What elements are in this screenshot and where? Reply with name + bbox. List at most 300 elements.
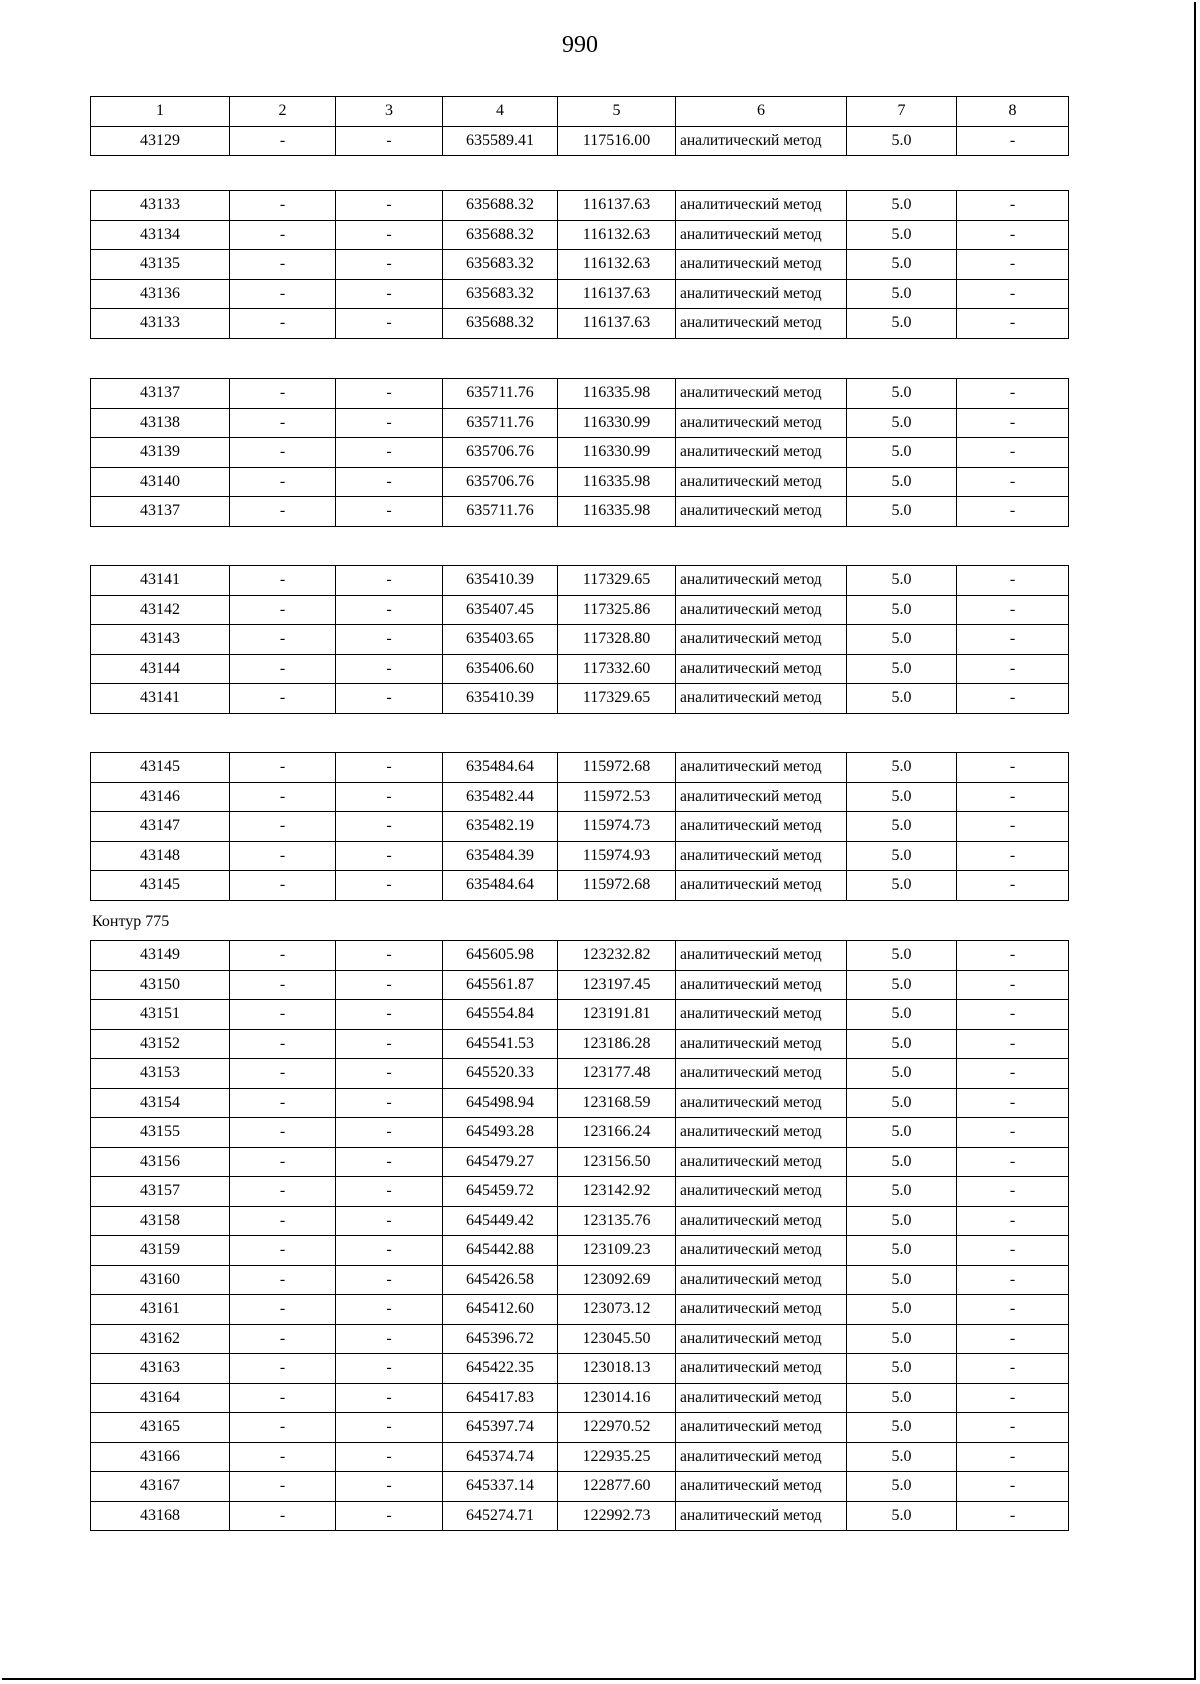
table-cell-col-7: 5.0 [847,941,957,971]
table-cell-col-4: 635711.76 [443,379,558,409]
table-cell-col-1: 43167 [91,1472,230,1502]
table-cell-col-4: 645412.60 [443,1295,558,1325]
table-cell-col-4: 645422.35 [443,1354,558,1384]
table-cell-col-7: 5.0 [847,625,957,655]
table-cell-col-3: - [336,1472,443,1502]
table-cell-col-2: - [230,1206,336,1236]
table-cell-col-6: аналитический метод [676,566,847,596]
table-cell-col-4: 635706.76 [443,438,558,468]
table-cell-col-5: 123156.50 [558,1147,676,1177]
table-cell-col-5: 115972.68 [558,753,676,783]
table-cell-col-1: 43155 [91,1118,230,1148]
column-header-7: 7 [847,97,957,127]
table-cell-col-3: - [336,126,443,156]
column-header-6: 6 [676,97,847,127]
table-row [91,1383,1069,1413]
table-row [91,753,1069,783]
table-row [91,941,1069,971]
table-cell-col-2: - [230,1118,336,1148]
table-cell-col-2: - [230,753,336,783]
table-cell-col-4: 635410.39 [443,566,558,596]
table-cell-col-7: 5.0 [847,1000,957,1030]
table-cell-col-1: 43150 [91,970,230,1000]
table-row [91,782,1069,812]
table-row [91,1501,1069,1531]
table-cell-col-6: аналитический метод [676,1383,847,1413]
table-cell-col-3: - [336,1147,443,1177]
table-cell-col-5: 123073.12 [558,1295,676,1325]
table-cell-col-1: 43163 [91,1354,230,1384]
table-cell-col-7: 5.0 [847,1265,957,1295]
table-row [91,1236,1069,1266]
table-group-4 [90,565,1068,714]
table-cell-col-1: 43161 [91,1295,230,1325]
table-cell-col-2: - [230,467,336,497]
table-cell-col-3: - [336,871,443,901]
table-cell-col-4: 635711.76 [443,408,558,438]
table-cell-col-7: 5.0 [847,1472,957,1502]
table-row [91,1413,1069,1443]
table-cell-col-7: 5.0 [847,970,957,1000]
table-cell-col-1: 43157 [91,1177,230,1207]
table-cell-col-7: 5.0 [847,566,957,596]
table-cell-col-7: 5.0 [847,1029,957,1059]
table-cell-col-6: аналитический метод [676,684,847,714]
coordinates-table [90,96,1069,156]
table-cell-col-7: 5.0 [847,595,957,625]
table-cell-col-5: 116335.98 [558,497,676,527]
table-cell-col-1: 43166 [91,1442,230,1472]
table-cell-col-5: 123045.50 [558,1324,676,1354]
table-cell-col-4: 635484.64 [443,871,558,901]
table-row [91,279,1069,309]
table-row [91,654,1069,684]
table-cell-col-6: аналитический метод [676,438,847,468]
column-header-3: 3 [336,97,443,127]
table-cell-col-2: - [230,871,336,901]
table-row [91,408,1069,438]
table-cell-col-8: - [957,1236,1069,1266]
table-cell-col-4: 645449.42 [443,1206,558,1236]
table-cell-col-8: - [957,126,1069,156]
table-cell-col-8: - [957,841,1069,871]
table-cell-col-3: - [336,1059,443,1089]
table-row [91,1295,1069,1325]
table-cell-col-2: - [230,782,336,812]
table-cell-col-7: 5.0 [847,654,957,684]
table-cell-col-2: - [230,684,336,714]
table-cell-col-7: 5.0 [847,250,957,280]
table-cell-col-5: 116335.98 [558,467,676,497]
table-cell-col-2: - [230,654,336,684]
table-cell-col-2: - [230,1413,336,1443]
table-cell-col-8: - [957,566,1069,596]
table-group-6 [90,940,1068,1531]
table-cell-col-1: 43134 [91,220,230,250]
table-cell-col-7: 5.0 [847,1324,957,1354]
table-cell-col-3: - [336,1177,443,1207]
table-cell-col-7: 5.0 [847,1088,957,1118]
table-cell-col-6: аналитический метод [676,126,847,156]
table-cell-col-7: 5.0 [847,1413,957,1443]
table-cell-col-8: - [957,279,1069,309]
table-cell-col-5: 122970.52 [558,1413,676,1443]
table-cell-col-6: аналитический метод [676,941,847,971]
table-cell-col-1: 43149 [91,941,230,971]
table-cell-col-5: 117332.60 [558,654,676,684]
table-cell-col-3: - [336,941,443,971]
table-row [91,1029,1069,1059]
table-row [91,1324,1069,1354]
table-cell-col-5: 117325.86 [558,595,676,625]
table-cell-col-2: - [230,1147,336,1177]
table-cell-col-5: 117516.00 [558,126,676,156]
table-cell-col-7: 5.0 [847,1236,957,1266]
table-cell-col-7: 5.0 [847,438,957,468]
table-cell-col-1: 43141 [91,566,230,596]
table-cell-col-3: - [336,841,443,871]
table-cell-col-8: - [957,595,1069,625]
table-cell-col-7: 5.0 [847,1059,957,1089]
table-cell-col-1: 43165 [91,1413,230,1443]
table-cell-col-2: - [230,1236,336,1266]
table-cell-col-7: 5.0 [847,871,957,901]
table-cell-col-3: - [336,279,443,309]
table-cell-col-4: 635711.76 [443,497,558,527]
column-header-5: 5 [558,97,676,127]
table-cell-col-2: - [230,126,336,156]
table-row [91,1354,1069,1384]
table-cell-col-6: аналитический метод [676,1118,847,1148]
table-group-2 [90,190,1068,339]
table-cell-col-4: 645520.33 [443,1059,558,1089]
table-cell-col-4: 645605.98 [443,941,558,971]
table-cell-col-6: аналитический метод [676,309,847,339]
table-cell-col-1: 43168 [91,1501,230,1531]
table-cell-col-6: аналитический метод [676,1472,847,1502]
table-cell-col-8: - [957,220,1069,250]
table-cell-col-5: 116330.99 [558,408,676,438]
table-cell-col-8: - [957,970,1069,1000]
table-cell-col-8: - [957,1029,1069,1059]
table-cell-col-8: - [957,1295,1069,1325]
table-cell-col-4: 635407.45 [443,595,558,625]
table-cell-col-2: - [230,1088,336,1118]
table-cell-col-4: 645337.14 [443,1472,558,1502]
table-row [91,191,1069,221]
table-cell-col-4: 635410.39 [443,684,558,714]
table-cell-col-7: 5.0 [847,220,957,250]
table-cell-col-7: 5.0 [847,1295,957,1325]
table-cell-col-3: - [336,1501,443,1531]
table-cell-col-5: 116137.63 [558,309,676,339]
table-cell-col-8: - [957,467,1069,497]
table-cell-col-4: 645396.72 [443,1324,558,1354]
table-cell-col-3: - [336,782,443,812]
table-cell-col-8: - [957,1118,1069,1148]
table-cell-col-3: - [336,1295,443,1325]
table-cell-col-1: 43137 [91,497,230,527]
table-cell-col-5: 123191.81 [558,1000,676,1030]
table-cell-col-2: - [230,309,336,339]
table-cell-col-3: - [336,408,443,438]
table-cell-col-6: аналитический метод [676,970,847,1000]
table-row [91,1472,1069,1502]
table-cell-col-8: - [957,1265,1069,1295]
table-cell-col-3: - [336,1000,443,1030]
table-cell-col-4: 635688.32 [443,220,558,250]
table-cell-col-5: 123142.92 [558,1177,676,1207]
table-cell-col-8: - [957,684,1069,714]
table-cell-col-7: 5.0 [847,1206,957,1236]
table-row [91,497,1069,527]
table-cell-col-6: аналитический метод [676,753,847,783]
table-cell-col-7: 5.0 [847,753,957,783]
table-cell-col-6: аналитический метод [676,871,847,901]
coordinates-table [90,565,1069,714]
table-cell-col-2: - [230,941,336,971]
table-cell-col-7: 5.0 [847,841,957,871]
table-cell-col-6: аналитический метод [676,497,847,527]
table-cell-col-4: 645554.84 [443,1000,558,1030]
table-cell-col-2: - [230,191,336,221]
table-cell-col-2: - [230,1354,336,1384]
table-cell-col-6: аналитический метод [676,654,847,684]
table-cell-col-6: аналитический метод [676,408,847,438]
table-cell-col-4: 635706.76 [443,467,558,497]
table-cell-col-2: - [230,1324,336,1354]
table-cell-col-4: 635482.19 [443,812,558,842]
table-cell-col-4: 645274.71 [443,1501,558,1531]
table-cell-col-3: - [336,684,443,714]
table-cell-col-6: аналитический метод [676,1147,847,1177]
table-cell-col-1: 43136 [91,279,230,309]
table-cell-col-2: - [230,1442,336,1472]
table-cell-col-8: - [957,1206,1069,1236]
coordinates-table [90,378,1069,527]
table-row [91,1118,1069,1148]
table-cell-col-7: 5.0 [847,467,957,497]
table-row [91,812,1069,842]
table-cell-col-2: - [230,220,336,250]
table-cell-col-4: 635484.64 [443,753,558,783]
table-cell-col-6: аналитический метод [676,841,847,871]
table-cell-col-6: аналитический метод [676,191,847,221]
table-cell-col-8: - [957,753,1069,783]
table-cell-col-5: 123092.69 [558,1265,676,1295]
table-row [91,684,1069,714]
table-cell-col-6: аналитический метод [676,782,847,812]
table-cell-col-6: аналитический метод [676,467,847,497]
table-cell-col-2: - [230,1501,336,1531]
column-header-2: 2 [230,97,336,127]
table-cell-col-1: 43153 [91,1059,230,1089]
table-row [91,1265,1069,1295]
table-cell-col-1: 43143 [91,625,230,655]
table-cell-col-2: - [230,408,336,438]
table-cell-col-8: - [957,497,1069,527]
table-cell-col-6: аналитический метод [676,250,847,280]
table-cell-col-8: - [957,1413,1069,1443]
table-cell-col-8: - [957,1177,1069,1207]
coordinates-table [90,190,1069,339]
table-cell-col-7: 5.0 [847,1501,957,1531]
table-cell-col-8: - [957,309,1069,339]
table-cell-col-3: - [336,1206,443,1236]
table-cell-col-2: - [230,625,336,655]
table-cell-col-3: - [336,1265,443,1295]
table-cell-col-3: - [336,812,443,842]
table-cell-col-1: 43135 [91,250,230,280]
table-row [91,595,1069,625]
table-row [91,250,1069,280]
table-cell-col-7: 5.0 [847,1354,957,1384]
table-cell-col-3: - [336,566,443,596]
table-cell-col-6: аналитический метод [676,625,847,655]
table-cell-col-8: - [957,1059,1069,1089]
table-cell-col-2: - [230,970,336,1000]
table-cell-col-6: аналитический метод [676,220,847,250]
coordinates-table [90,940,1069,1531]
table-cell-col-6: аналитический метод [676,1088,847,1118]
table-row [91,438,1069,468]
table-cell-col-2: - [230,1295,336,1325]
table-cell-col-3: - [336,191,443,221]
table-row [91,379,1069,409]
table-cell-col-3: - [336,497,443,527]
table-cell-col-6: аналитический метод [676,595,847,625]
table-cell-col-5: 123109.23 [558,1236,676,1266]
table-cell-col-2: - [230,497,336,527]
table-cell-col-4: 635406.60 [443,654,558,684]
table-cell-col-8: - [957,1472,1069,1502]
table-cell-col-1: 43142 [91,595,230,625]
table-cell-col-4: 635688.32 [443,309,558,339]
table-cell-col-4: 645374.74 [443,1442,558,1472]
table-row [91,1000,1069,1030]
table-cell-col-8: - [957,379,1069,409]
table-cell-col-6: аналитический метод [676,1295,847,1325]
table-cell-col-1: 43141 [91,684,230,714]
table-cell-col-1: 43145 [91,753,230,783]
table-cell-col-5: 116335.98 [558,379,676,409]
table-row [91,970,1069,1000]
table-cell-col-8: - [957,1147,1069,1177]
table-cell-col-8: - [957,782,1069,812]
table-row [91,126,1069,156]
table-cell-col-5: 123166.24 [558,1118,676,1148]
table-cell-col-2: - [230,1472,336,1502]
table-cell-col-8: - [957,812,1069,842]
table-cell-col-6: аналитический метод [676,1324,847,1354]
table-cell-col-5: 123135.76 [558,1206,676,1236]
table-cell-col-7: 5.0 [847,379,957,409]
table-cell-col-5: 115974.73 [558,812,676,842]
column-header-8: 8 [957,97,1069,127]
table-cell-col-5: 122992.73 [558,1501,676,1531]
table-cell-col-1: 43133 [91,191,230,221]
table-cell-col-3: - [336,753,443,783]
table-cell-col-8: - [957,191,1069,221]
table-cell-col-3: - [336,625,443,655]
table-cell-col-8: - [957,654,1069,684]
table-cell-col-5: 115972.68 [558,871,676,901]
table-cell-col-3: - [336,970,443,1000]
table-cell-col-4: 635403.65 [443,625,558,655]
table-cell-col-6: аналитический метод [676,1000,847,1030]
coordinates-table [90,752,1069,901]
table-cell-col-1: 43152 [91,1029,230,1059]
table-cell-col-1: 43139 [91,438,230,468]
table-cell-col-2: - [230,379,336,409]
table-cell-col-2: - [230,1059,336,1089]
table-cell-col-8: - [957,1501,1069,1531]
table-cell-col-2: - [230,1177,336,1207]
contour-label: Контур 775 [92,913,170,930]
page-number: 990 [562,32,598,58]
table-cell-col-2: - [230,812,336,842]
table-cell-col-3: - [336,309,443,339]
table-row [91,841,1069,871]
table-cell-col-5: 123197.45 [558,970,676,1000]
table-cell-col-7: 5.0 [847,497,957,527]
table-cell-col-8: - [957,1000,1069,1030]
table-cell-col-3: - [336,220,443,250]
table-cell-col-5: 123232.82 [558,941,676,971]
table-cell-col-6: аналитический метод [676,1236,847,1266]
table-cell-col-1: 43140 [91,467,230,497]
table-cell-col-4: 645397.74 [443,1413,558,1443]
table-cell-col-4: 645541.53 [443,1029,558,1059]
table-cell-col-5: 116132.63 [558,220,676,250]
table-cell-col-5: 116132.63 [558,250,676,280]
table-row [91,309,1069,339]
table-cell-col-7: 5.0 [847,684,957,714]
table-cell-col-1: 43164 [91,1383,230,1413]
table-cell-col-7: 5.0 [847,408,957,438]
table-cell-col-6: аналитический метод [676,812,847,842]
table-cell-col-5: 123186.28 [558,1029,676,1059]
table-cell-col-5: 123018.13 [558,1354,676,1384]
table-cell-col-6: аналитический метод [676,1206,847,1236]
table-cell-col-3: - [336,250,443,280]
table-cell-col-1: 43148 [91,841,230,871]
header-row [91,97,1069,127]
table-cell-col-6: аналитический метод [676,1501,847,1531]
table-cell-col-6: аналитический метод [676,379,847,409]
table-cell-col-5: 117328.80 [558,625,676,655]
table-cell-col-7: 5.0 [847,126,957,156]
table-cell-col-1: 43133 [91,309,230,339]
table-cell-col-1: 43158 [91,1206,230,1236]
table-cell-col-6: аналитический метод [676,1265,847,1295]
table-cell-col-8: - [957,1088,1069,1118]
table-cell-col-4: 645498.94 [443,1088,558,1118]
table-cell-col-2: - [230,250,336,280]
table-cell-col-2: - [230,566,336,596]
table-row [91,625,1069,655]
table-cell-col-8: - [957,250,1069,280]
table-cell-col-4: 645479.27 [443,1147,558,1177]
table-cell-col-6: аналитический метод [676,1177,847,1207]
table-cell-col-7: 5.0 [847,1147,957,1177]
table-cell-col-4: 645442.88 [443,1236,558,1266]
table-cell-col-5: 123168.59 [558,1088,676,1118]
table-cell-col-7: 5.0 [847,191,957,221]
table-cell-col-3: - [336,1442,443,1472]
table-cell-col-3: - [336,1354,443,1384]
column-header-1: 1 [91,97,230,127]
